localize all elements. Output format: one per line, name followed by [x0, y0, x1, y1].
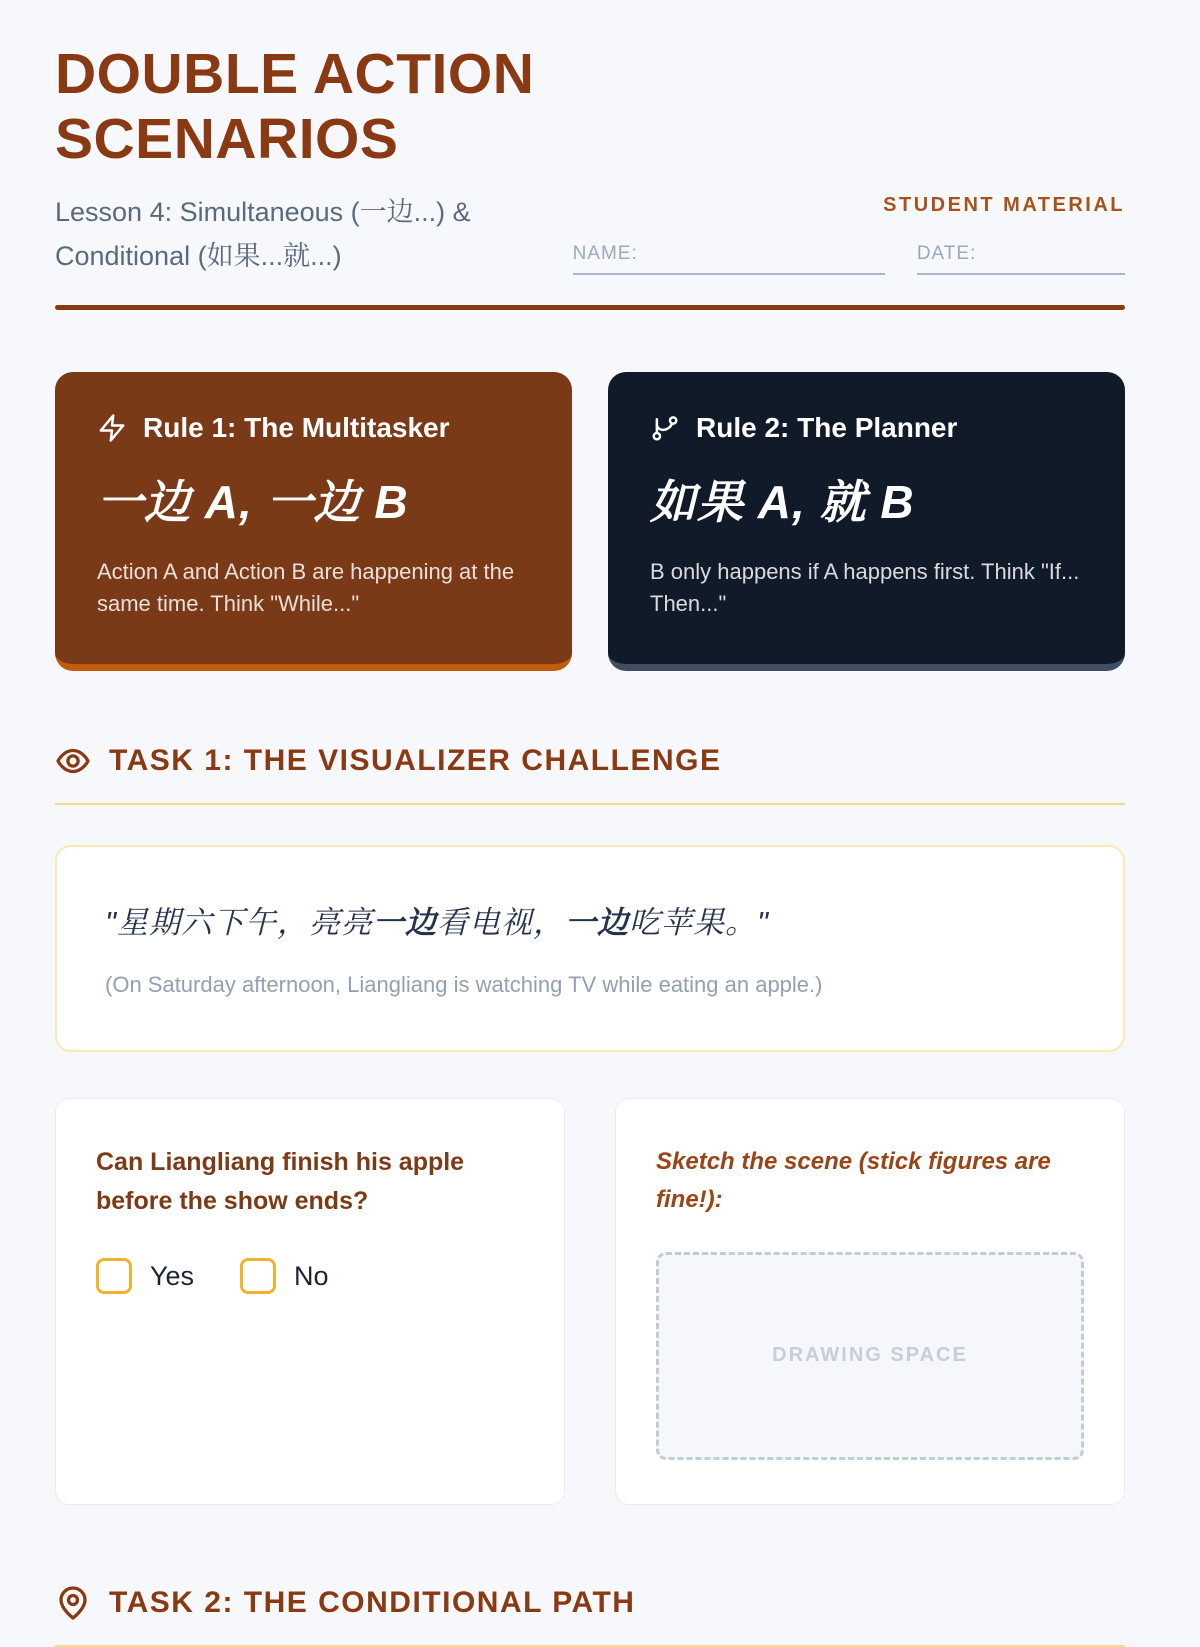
task-1-title: TASK 1: THE VISUALIZER CHALLENGE — [109, 743, 722, 777]
quote-bold-1: 一边 — [373, 904, 438, 940]
header-divider — [55, 305, 1125, 310]
route-icon — [650, 413, 680, 443]
header-title-block — [55, 42, 573, 279]
rule-1-formula: 一边 A, 一边 B — [97, 476, 409, 529]
name-date-row — [573, 243, 1125, 275]
sketch-instruction: Sketch the scene (stick figures are fine!): — [656, 1147, 1051, 1214]
quote-bold-2: 一边 — [565, 904, 630, 940]
task-1-answer-row — [55, 1098, 1125, 1505]
rule-2-card — [608, 372, 1125, 671]
option-yes — [96, 1258, 194, 1294]
option-no — [240, 1258, 329, 1294]
rule-cards-row — [55, 372, 1125, 671]
drawing-space-label: DRAWING SPACE — [772, 1344, 968, 1367]
rule-2-title-row — [650, 412, 1083, 444]
rule-1-description: Action A and Action B are happening at the same time. Think "While..." — [97, 559, 515, 616]
rule-1-title-row — [97, 412, 530, 444]
drawing-space[interactable] — [656, 1252, 1084, 1460]
rule-2-formula: 如果 A, 就 B — [650, 476, 915, 529]
map-pin-icon — [55, 1585, 91, 1621]
date-field-label: DATE: — [916, 243, 977, 265]
scenario-quote — [105, 897, 1075, 942]
zap-icon — [97, 413, 127, 443]
date-field[interactable] — [917, 243, 1125, 275]
rule-1-title: Rule 1: The Multitasker — [143, 412, 450, 444]
sketch-card — [615, 1098, 1125, 1505]
quote-mid: 看电视， — [437, 904, 566, 940]
question-text: Can Liangliang finish his apple before the show ends? — [96, 1147, 465, 1215]
no-label: No — [294, 1260, 329, 1291]
page-title: DOUBLE ACTION SCENARIOS — [55, 42, 535, 171]
rule-2-title: Rule 2: The Planner — [696, 412, 958, 444]
yes-checkbox[interactable] — [96, 1258, 132, 1294]
rule-2-description: B only happens if A happens first. Think "If... Then..." — [650, 559, 1080, 616]
header-meta-block — [573, 194, 1125, 279]
scenario-quote-card — [55, 845, 1125, 1052]
task-2-header — [55, 1585, 1125, 1647]
quote-close: 吃苹果。" — [629, 904, 770, 940]
options-row — [96, 1258, 524, 1294]
task-1-header — [55, 743, 1125, 805]
quote-translation: (On Saturday afternoon, Liangliang is watching TV while eating an apple.) — [105, 971, 823, 997]
yes-label: Yes — [150, 1260, 195, 1291]
header — [55, 42, 1125, 279]
student-material-badge: STUDENT MATERIAL — [883, 194, 1125, 217]
task-2-title: TASK 2: THE CONDITIONAL PATH — [109, 1585, 636, 1619]
name-field-label: NAME: — [572, 243, 638, 265]
question-card — [55, 1098, 565, 1505]
name-field[interactable] — [573, 243, 885, 275]
page-subtitle: Lesson 4: Simultaneous (一边...) & Conditional (如果...就...) — [55, 196, 471, 272]
no-checkbox[interactable] — [240, 1258, 276, 1294]
rule-1-card — [55, 372, 572, 671]
quote-open: "星期六下午，亮亮 — [105, 904, 374, 940]
eye-icon — [55, 743, 91, 779]
